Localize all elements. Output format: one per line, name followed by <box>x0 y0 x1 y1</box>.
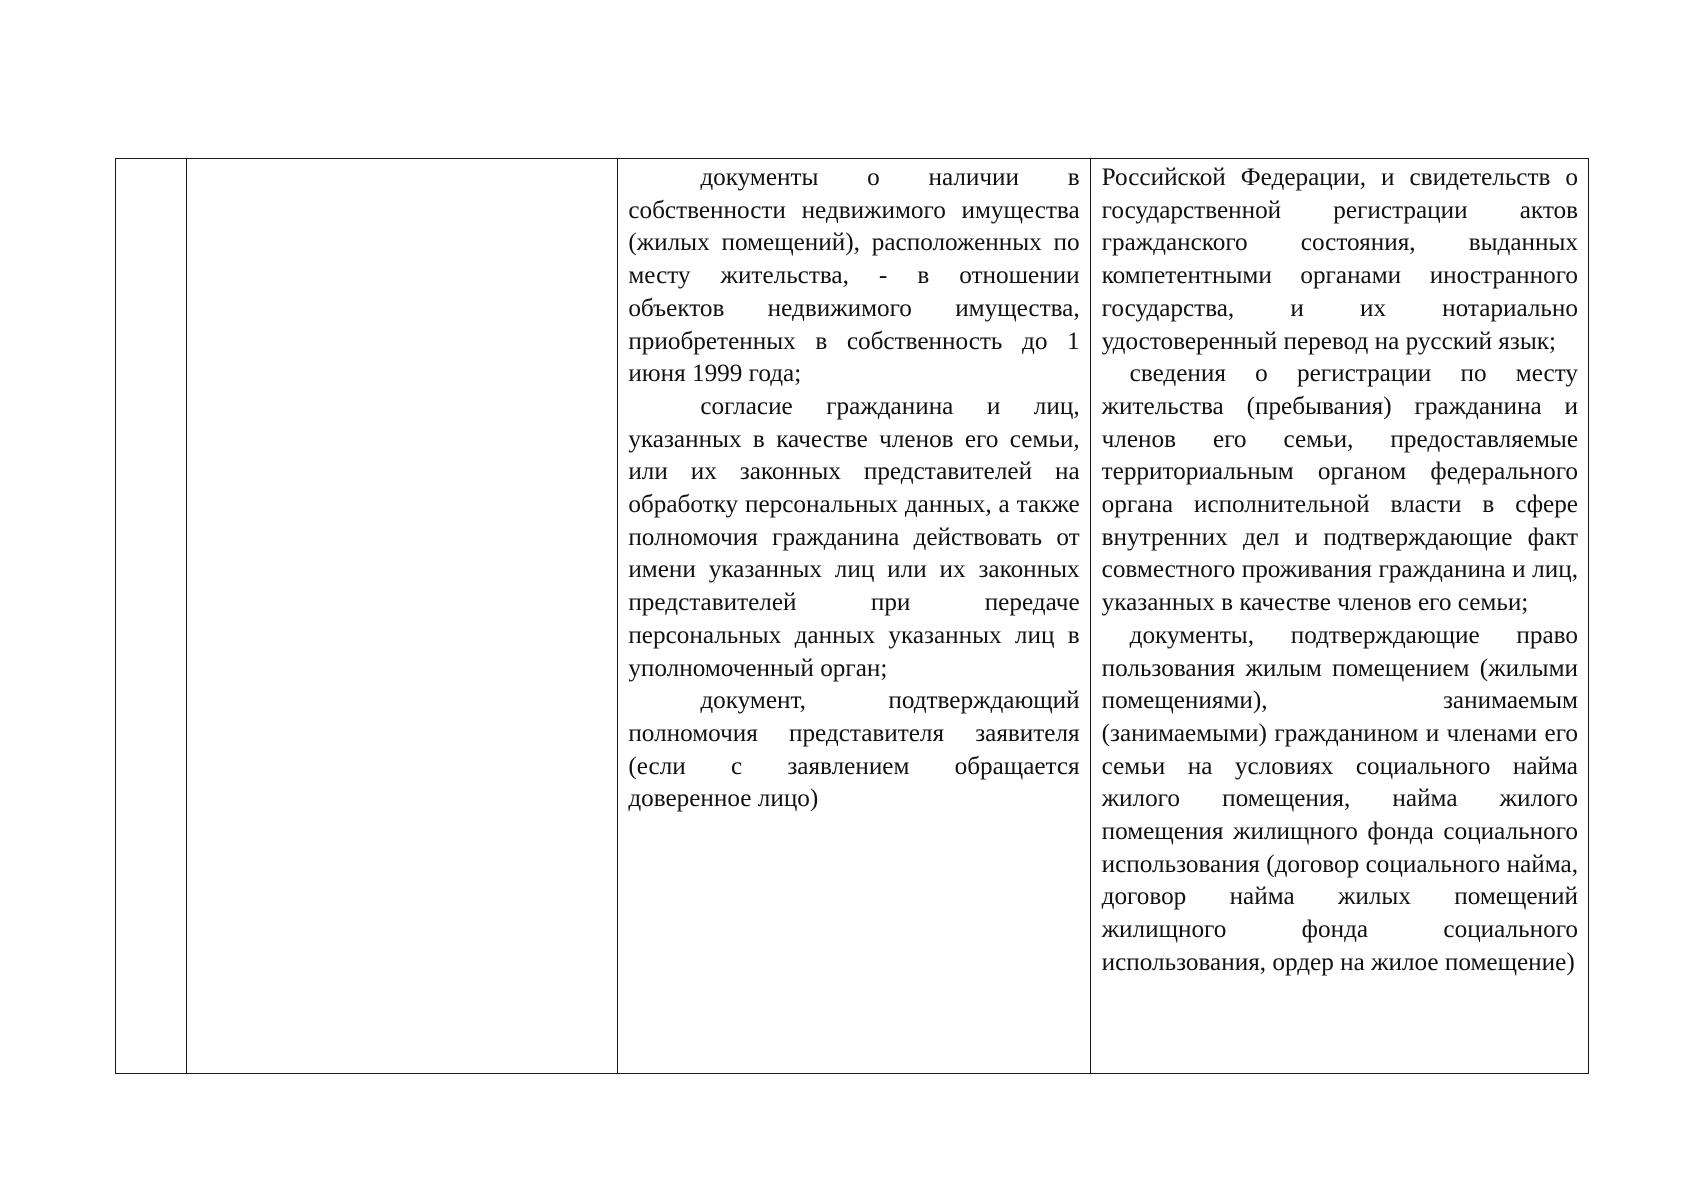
row-number-cell <box>116 159 187 1074</box>
applicant-doc-paragraph: документы о наличии в собственности недвижимого имущества (жилых помещений), расположенных по месту жительства, - в отношении объектов недвижимого имущества, приобретенных в собственность до 1 июня 1999 года; <box>628 164 1080 388</box>
interagency-doc-paragraph: сведения о регистрации по месту жительства (пребывания) гражданина и членов его семьи, предоставляемые территориальным органом федерального органа исполнительной власти в сфере внутренних дел и подтверждающие факт совместного проживания гражданина и лиц, указанных в качестве членов его семьи; <box>1101 360 1578 617</box>
interagency-documents-cell <box>1090 159 1588 1074</box>
interagency-doc-paragraph: документы, подтверждающие право пользования жилым помещением (жилыми помещениями), занимаемым (занимаемыми) гражданином и членами его семьи на условиях социального найма жилого помещения, найма жилого помещения жилищного фонда социального использования (договор социального найма, договор найма жилых помещений жилищного фонда социального использования, ордер на жилое помещение) <box>1101 621 1578 976</box>
applicant-documents-cell <box>618 159 1090 1074</box>
table-row <box>116 159 1589 1074</box>
interagency-doc-paragraph: Российской Федерации, и свидетельств о государственной регистрации актов гражданского состояния, выданных компетентными органами иностранного государства, и их нотариально удостоверенный перевод на русский язык; <box>1101 164 1578 355</box>
document-table <box>115 158 1589 1074</box>
service-name-cell <box>187 159 618 1074</box>
applicant-doc-paragraph: документ, подтверждающий полномочия представителя заявителя (если с заявлением обращается доверенное лицо) <box>628 687 1080 813</box>
applicant-doc-paragraph: согласие гражданина и лиц, указанных в качестве членов его семьи, или их законных представителей на обработку персональных данных, а также полномочия гражданина действовать от имени указанных лиц или их законных представителей при передаче персональных данных указанных лиц в уполномоченный орган; <box>628 392 1080 682</box>
